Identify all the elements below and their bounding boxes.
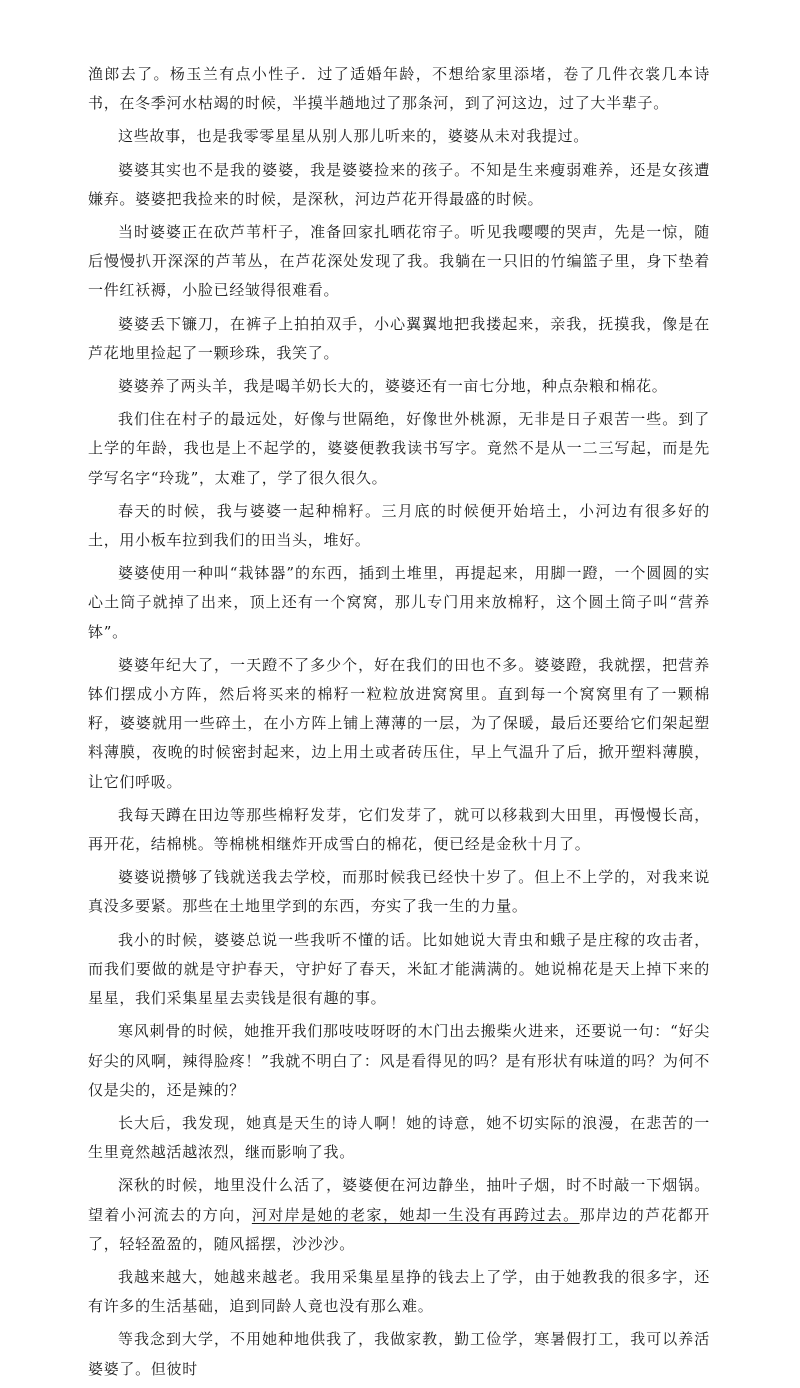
document-page xyxy=(88,60,710,1388)
paragraph-3: 婆婆其实也不是我的婆婆，我是婆婆捡来的孩子。不知是生来瘦弱难养，还是女孩遭嫌弃。婆婆把我捡来的时候，是深秋，河边芦花开得最盛的时候。 xyxy=(88,160,710,208)
paragraph-10: 婆婆年纪大了，一天蹬不了多少个，好在我们的田也不多。婆婆蹬，我就摆，把营养钵们摆成小方阵，然后将买来的棉籽一粒粒放进窝窝里。直到每一个窝窝里有了一颗棉籽，婆婆就用一些碎土，在小方阵上铺上薄薄的一层，为了保暖，最后还要给它们架起塑料薄膜，夜晚的时候密封起来，边上用土或者砖压住，早上气温升了后，掀开塑料薄膜，让它们呼吸。 xyxy=(88,655,710,791)
paragraph-16-before: 深秋的时候，地里没什么活了，婆婆便在河边静坐，抽叶子烟，时不时敲一下烟锅。望着小河流去的方向， xyxy=(88,1176,710,1224)
paragraph-13: 我小的时候，婆婆总说一些我听不懂的话。比如她说大青虫和蛾子是庄稼的攻击者，而我们要做的就是守护春天，守护好了春天，米缸才能满满的。她说棉花是天上掉下来的星星，我们采集星星去卖钱是很有趣的事。 xyxy=(88,930,710,1008)
paragraph-7: 我们住在村子的最远处，好像与世隔绝，好像世外桃源，无非是日子艰苦一些。到了上学的年龄，我也是上不起学的，婆婆便教我读书写字。竟然不是从一二三写起，而是先学写名字“玲珑”，太难了，学了很久很久。 xyxy=(88,410,710,487)
paragraph-2: 这些故事，也是我零零星星从别人那儿听来的，婆婆从未对我提过。 xyxy=(118,127,590,146)
paragraph-4: 当时婆婆正在砍芦苇杆子，准备回家扎晒花帘子。听见我嘤嘤的哭声，先是一惊，随后慢慢扒开深深的芦苇丛，在芦花深处发现了我。我躺在一只旧的竹编篮子里，身下垫着一件红袄褥，小脸已经皱得很难看。 xyxy=(88,223,710,300)
paragraph-9: 婆婆使用一种叫“栽钵器”的东西，插到土堆里，再提起来，用脚一蹬，一个圆圆的实心土筒子就掉了出来，顶上还有一个窝窝，那儿专门用来放棉籽，这个圆土筒子叫“营养钵”。 xyxy=(88,564,710,641)
paragraph-1: 渔郎去了。杨玉兰有点小性子．过了适婚年龄，不想给家里添堵，卷了几件衣裳几本诗书，在冬季河水枯竭的时候，半摸半趟地过了那条河，到了河这边，过了大半辈子。 xyxy=(88,65,710,113)
paragraph-5: 婆婆丢下镰刀，在裤子上拍拍双手，小心翼翼地把我搂起来，亲我，抚摸我，像是在芦花地里捡起了一颗珍珠，我笑了。 xyxy=(88,314,710,362)
paragraph-16 xyxy=(88,1171,710,1259)
underlined-sentence: 河对岸是她的老家，她却一生没有再跨过去。 xyxy=(251,1205,580,1224)
paragraph-11: 我每天蹲在田边等那些棉籽发芽，它们发芽了，就可以移栽到大田里，再慢慢长高，再开花，结棉桃。等棉桃相继炸开成雪白的棉花，便已经是金秋十月了。 xyxy=(88,805,710,854)
paragraph-15: 长大后，我发现，她真是天生的诗人啊！她的诗意，她不切实际的浪漫，在悲苦的一生里竟然越活越浓烈，继而影响了我。 xyxy=(88,1113,710,1162)
paragraph-16-after: 那岸边的芦花都开了，轻轻盈盈的，随风摇摆，沙沙沙。 xyxy=(88,1205,710,1253)
paragraph-18: 等我念到大学，不用她种地供我了，我做家教，勤工俭学，寒暑假打工，我可以养活婆婆了。但彼时 xyxy=(88,1330,710,1378)
paragraph-14: 寒风刺骨的时候，她推开我们那吱吱呀呀的木门出去搬柴火进来，还要说一句：“好尖好尖的风啊，辣得脸疼！”我就不明白了：风是看得见的吗？是有形状有味道的吗？为何不仅是尖的，还是辣的？ xyxy=(88,1022,710,1099)
paragraph-17: 我越来越大，她越来越老。我用采集星星挣的钱去上了学，由于她教我的很多字，还有许多的生活基础，追到同龄人竟也没有那么难。 xyxy=(88,1267,710,1316)
paragraph-8: 春天的时候，我与婆婆一起种棉籽。三月底的时候便开始培土，小河边有很多好的土，用小板车拉到我们的田当头，堆好。 xyxy=(88,501,710,550)
paragraph-12: 婆婆说攒够了钱就送我去学校，而那时候我已经快十岁了。但上不上学的，对我来说真没多要紧。那些在土地里学到的东西，夯实了我一生的力量。 xyxy=(88,868,710,916)
paragraph-6: 婆婆养了两头羊，我是喝羊奶长大的，婆婆还有一亩七分地，种点杂粮和棉花。 xyxy=(118,377,668,396)
